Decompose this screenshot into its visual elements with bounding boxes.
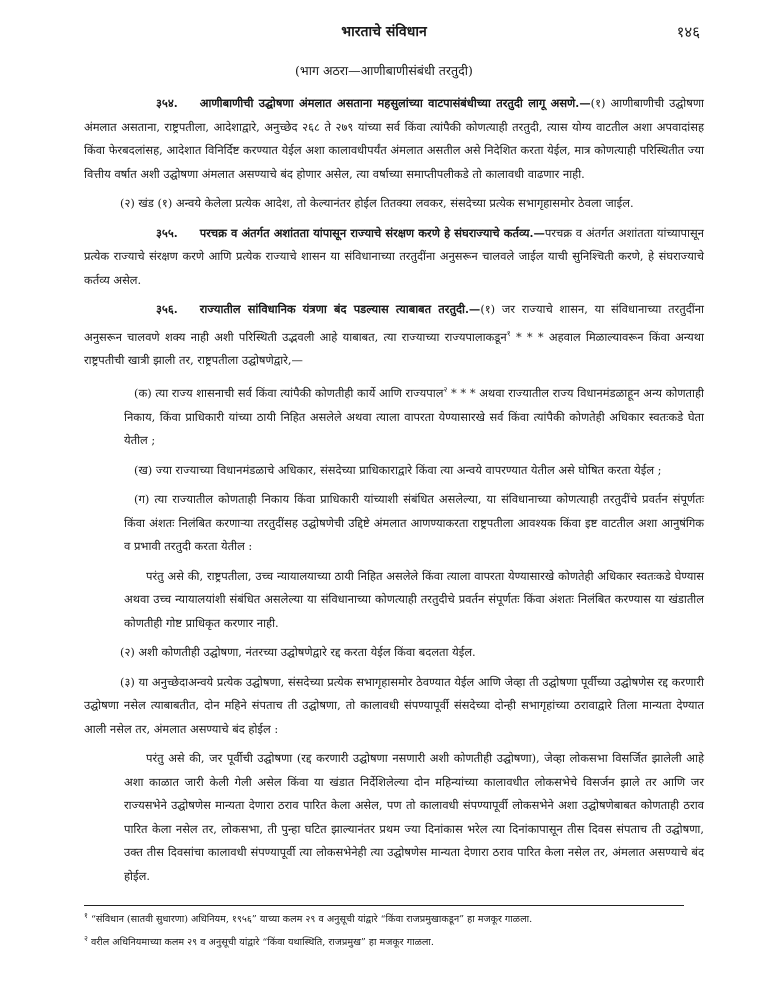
article-356-para-1 [84, 298, 704, 372]
clause-text: * * * अथवा राज्यातील राज्य विधानमंडळाहून अन्य कोणताही निकाय, किंवा प्राधिकारी यांच्या ठायी निहित असलेले अथवा त्याला वापरता येण्यासारखे सर्व किंवा त्यांपैकी कोणतेही अधिकार स्वतःकडे घेता येतील ; [124, 386, 705, 448]
article-text: (१) आणीबाणीची उद्घोषणा अंमलात असताना, राष्ट्रपतीला, आदेशाद्वारे, अनुच्छेद २६८ ते २७९ यांच्या सर्व किंवा त्यांपैकी कोणत्याही तरतुदी, त्यास योग्य वाटतील अशा अपवादांसह किंवा फेरबदलांसह, आदेशात विनिर्दिष्ट करण्यात येईल अशा कालावधीपर्यंत अंमलात असतील असे निदेशित करता येईल, मात्र कोणत्याही परिस्थितीत ज्या वित्तीय वर्षात अशी उद्घोषणा अंमलात असण्याचे बंद होणार असेल, त्या वर्षाच्या समाप्तीपलीकडे तो कालावधी वाढणार नाही. [84, 96, 704, 181]
article-heading: परचक्र व अंतर्गत अशांतता यांपासून राज्याचे संरक्षण करणे हे संघराज्याचे कर्तव्य.— [199, 225, 545, 240]
article-354-para-2: (२) खंड (१) अन्वये केलेला प्रत्येक आदेश, तो केल्यानंतर होईल तितक्या लवकर, संसदेच्या प्रत्येक सभागृहासमोर ठेवला जाईल. [120, 196, 634, 210]
article-356-para-2: (२) अशी कोणतीही उद्घोषणा, नंतरच्या उद्घोषणेद्वारे रद्द करता येईल किंवा बदलता येईल. [120, 645, 476, 660]
footnote-text: वरील अधिनियमाच्या कलम २९ व अनुसूची यांद्वारे “किंवा यथास्थिति, राजप्रमुख” हा मजकूर गाळला. [90, 937, 434, 949]
footnote-mark: १ [84, 911, 88, 920]
article-356-para-3: (३) या अनुच्छेदाअन्वये प्रत्येक उद्घोषणा, संसदेच्या प्रत्येक सभागृहासमोर ठेवण्यात येईल आणि जेव्हा ती उद्घोषणा पूर्वीच्या उद्घोषणेस रद्द करणारी उद्घोषणा नसेल त्याबाबतीत, दोन महिने संपताच ती उद्घोषणा, तो कालावधी संपण्यापूर्वी संसदेच्या दोन्ही सभागृहांच्या ठरावाद्वारे तिला मान्यता देण्यात आली नसेल तर, अंमलात असण्याचे बंद होईल : [84, 674, 704, 736]
article-number: ३५४. [156, 96, 178, 110]
proviso-2: परंतु असे की, जर पूर्वीची उद्घोषणा (रद्द करणारी उद्घोषणा नसणारी अशी कोणतीही उद्घोषणा), जेव्हा लोकसभा विसर्जित झालेली आहे अशा काळात जारी केली गेली असेल किंवा या खंडात निर्देशिलेल्या दोन महिन्यांच्या कालावधीत लोकसभेचे विसर्जन झाले तर आणि जर राज्यसभेने उद्घोषणेस मान्यता देणारा ठराव पारित केला असेल, पण तो कालावधी संपण्यापूर्वी लोकसभेने अशा उद्घोषणेबाबत कोणताही ठराव पारित केला नसेल तर, लोकसभा, ती पुन्हा घटित झाल्यानंतर प्रथम ज्या दिनांकास भरेल त्या दिनांकापासून तीस दिवस संपताच ती उद्घोषणा, उक्त तीस दिवसांचा कालावधी संपण्यापूर्वी त्या लोकसभेनेही त्या उद्घोषणेस मान्यता देणारा ठराव पारित केला नसेल तर, अंमलात असण्याचे बंद होईल. [124, 751, 704, 883]
document-body [84, 92, 704, 894]
footnote-1 [84, 906, 704, 929]
page-number: १४६ [676, 23, 700, 41]
part-caption: (भाग अठरा—आणीबाणीसंबंधी तरतुदी) [295, 63, 473, 78]
article-number: ३५५. [156, 225, 178, 240]
article-heading: राज्यातील सांविधानिक यंत्रणा बंद पडल्यास त्याबाबत तरतुदी.— [199, 302, 481, 316]
article-text: परचक्र व अंतर्गत अशांतता यांच्यापासून प्रत्येक राज्याचे संरक्षण करणे आणि प्रत्येक राज्याचे शासन या संविधानाच्या तरतुदींना अनुसरून चालवले जाईल याची सुनिश्चिती करणे, हे संघराज्याचे कर्तव्य असेल. [84, 225, 704, 287]
footnote-marker: १ [506, 328, 511, 338]
footnote-marker: २ [443, 385, 448, 395]
clause-ga: (ग) त्या राज्यातील कोणताही निकाय किंवा प्राधिकारी यांच्याशी संबंधित असलेल्या, या संविधानाच्या कोणत्याही तरतुदींचे प्रवर्तन संपूर्णतः किंवा अंशतः निलंबित करणाऱ्या तरतुदींसह उद्घोषणेची उद्दिष्टे अंमलात आणण्याकरता राष्ट्रपतीला आवश्यक किंवा इष्ट वाटतील अशा आनुषंगिक व प्रभावी तरतुदी करता येतील : [124, 492, 704, 554]
footnote-2 [84, 929, 704, 952]
footnote-mark: २ [84, 934, 88, 944]
page-header [0, 22, 768, 46]
article-heading: आणीबाणीची उद्घोषणा अंमलात असताना महसुलांच्या वाटपासंबंधीच्या तरतुदी लागू असणे.— [199, 96, 591, 110]
article-354-para-1 [84, 92, 704, 186]
footnotes [84, 906, 704, 952]
clause-ka [84, 378, 704, 452]
footnote-text: “संविधान (सातवी सुधारणा) अधिनियम, १९५६” याच्या कलम २९ व अनुसूची यांद्वारे “किंवा राजप्रमुखाकडून” हा मजकूर गाळला. [90, 914, 533, 926]
running-title: भारताचे संविधान [341, 24, 427, 40]
clause-text: (क) त्या राज्य शासनाची सर्व किंवा त्यांपैकी कोणतीही कार्ये आणि राज्यपाल [134, 386, 444, 401]
article-355 [84, 222, 704, 293]
article-text: (१) जर राज्याचे शासन, या संविधानाच्या तरतुदींना अनुसरून चालवणे शक्य नाही अशी परिस्थिती उद्भवली आहे याबाबत, त्या राज्याच्या राज्यपालाकडून [84, 302, 704, 344]
proviso-1: परंतु असे की, राष्ट्रपतीला, उच्च न्यायालयाच्या ठायी निहित असलेले किंवा त्याला वापरता येण्यासारखे कोणतेही अधिकार स्वतःकडे घेण्यास अथवा उच्च न्यायालयांशी संबंधित असलेल्या या संविधानाच्या कोणत्याही तरतुदीचे प्रवर्तन संपूर्णतः किंवा अंशतः निलंबित करण्यास या खंडातील कोणतीही गोष्ट प्राधिकृत करणार नाही. [124, 568, 704, 630]
article-number: ३५६. [156, 302, 178, 316]
clause-kha: (ख) ज्या राज्याच्या विधानमंडळाचे अधिकार, संसदेच्या प्राधिकाराद्वारे किंवा त्या अन्वये वापरण्यात येतील असे घोषित करता येईल ; [134, 462, 662, 477]
article-text: * * * अहवाल मिळाल्यावरून किंवा अन्यथा राष्ट्रपतीची खात्री झाली तर, राष्ट्रपतीला उद्घोषणेद्वारे,— [84, 329, 705, 367]
